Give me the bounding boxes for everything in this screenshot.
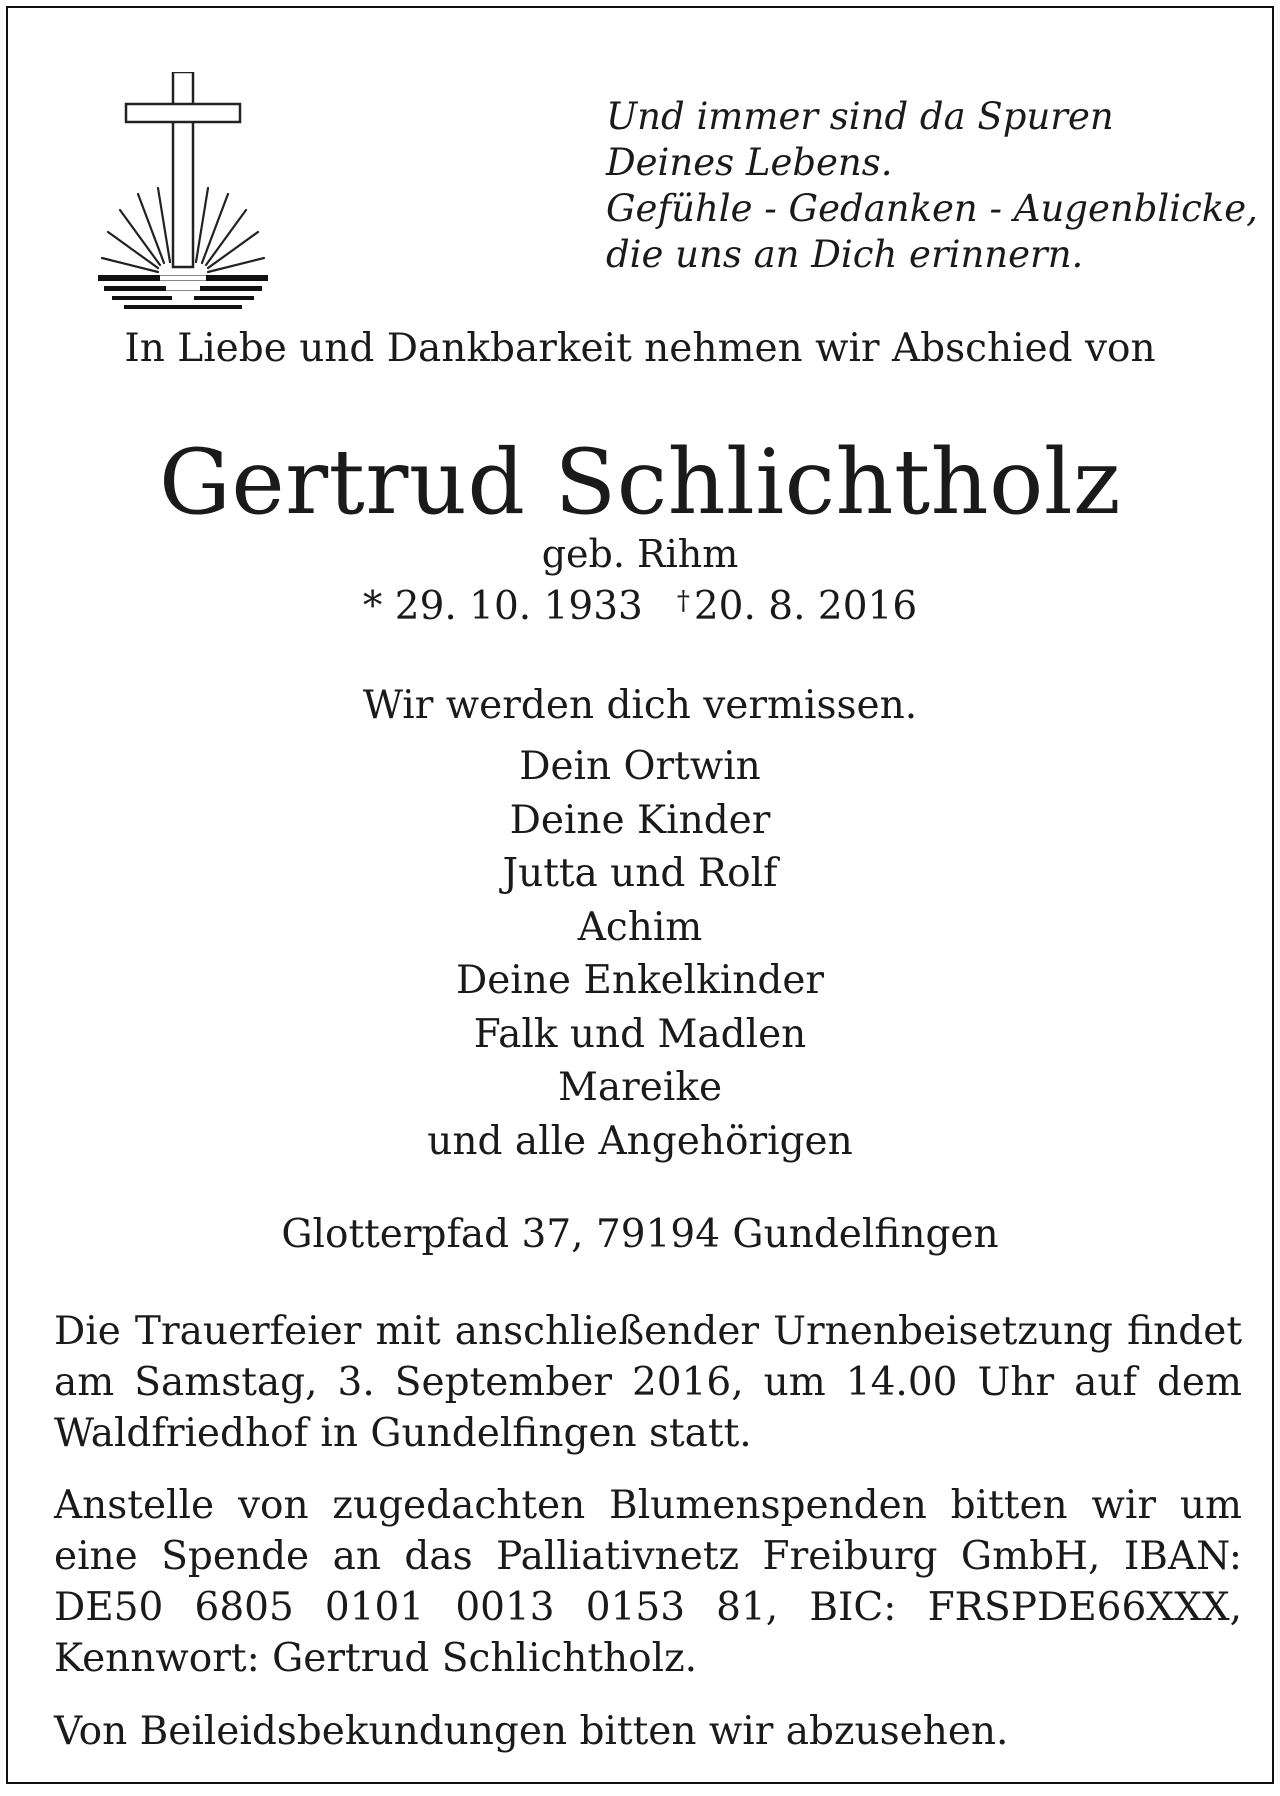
verse-line: Deines Lebens. xyxy=(606,141,893,184)
donation-paragraph: Anstelle von zugedachten Blumenspenden bitten wir um eine Spende an das Palliativnetz Freiburg GmbH, IBAN: DE50 6805 0101 0013 0153 81, BIC: FRSPDE66XXX, Kennwort: Gertrud Schlichtholz. xyxy=(54,1483,1242,1681)
verse-line: Und immer sind da Spuren xyxy=(606,95,1114,138)
mourner-line: Achim xyxy=(577,904,703,950)
mourner-line: Deine Kinder xyxy=(509,797,771,843)
deceased-name: Gertrud Schlichtholz xyxy=(158,430,1122,535)
mourner-line: Deine Enkelkinder xyxy=(455,958,825,1003)
verse-line: Gefühle - Gedanken - Augenblicke, xyxy=(606,187,1258,230)
birth-date: * 29. 10. 1933 xyxy=(362,584,643,629)
cross-sunrise-icon xyxy=(98,72,268,312)
ceremony-paragraph: Die Trauerfeier mit anschließender Urnenbeisetzung findet am Samstag, 3. September 2016, um 14.00 Uhr auf dem Waldfriedhof in Gundelfingen statt. xyxy=(54,1309,1242,1456)
mourners-list xyxy=(8,740,1272,1168)
maiden-name: geb. Rihm xyxy=(541,532,739,576)
condolences-note: Von Beileidsbekundungen bitten wir abzusehen. xyxy=(54,1709,1009,1754)
address: Glotterpfad 37, 79194 Gundelfingen xyxy=(281,1212,999,1257)
verse xyxy=(606,94,1266,278)
mourner-line: und alle Angehörigen xyxy=(427,1118,853,1164)
verse-line: die uns an Dich erinnern. xyxy=(606,233,1084,276)
mourner-line: Mareike xyxy=(557,1065,723,1110)
mourner-line: Falk und Madlen xyxy=(473,1011,807,1057)
death-date: 20. 8. 2016 xyxy=(693,584,918,629)
intro-line: In Liebe und Dankbarkeit nehmen wir Abschied von xyxy=(124,326,1156,371)
miss-line: Wir werden dich vermissen. xyxy=(362,683,918,728)
death-cross-icon: † xyxy=(676,586,690,616)
obituary-notice xyxy=(6,6,1274,1784)
mourner-line: Dein Ortwin xyxy=(519,744,761,789)
mourner-line: Jutta und Rolf xyxy=(502,851,778,896)
life-dates xyxy=(8,584,1272,629)
